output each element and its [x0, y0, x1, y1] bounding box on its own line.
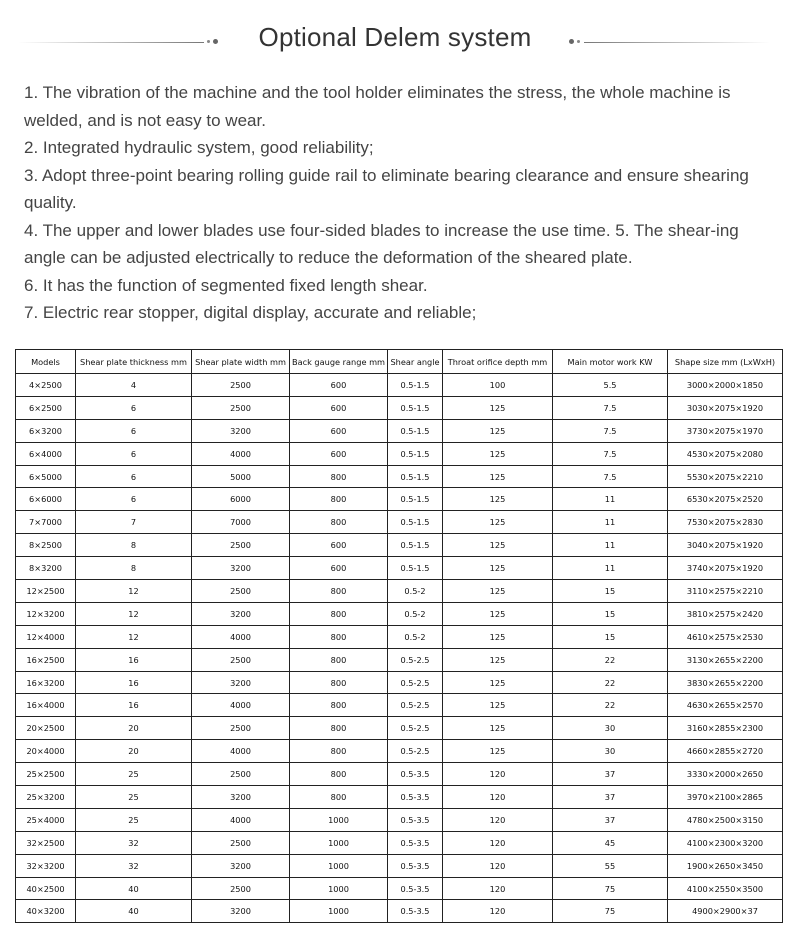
table-row — [16, 694, 783, 717]
table-cell: 4530×2075×2080 — [668, 442, 783, 465]
table-cell: 800 — [290, 580, 388, 603]
table-cell: 20×2500 — [16, 717, 76, 740]
table-cell: 125 — [443, 442, 553, 465]
table-cell: 6 — [76, 396, 192, 419]
table-cell: 125 — [443, 488, 553, 511]
table-cell: 600 — [290, 557, 388, 580]
feature-item: 7. Electric rear stopper, digital display, accurate and reliable; — [24, 303, 477, 322]
table-cell: 3330×2000×2650 — [668, 763, 783, 786]
table-cell: 20 — [76, 740, 192, 763]
table-cell: 0.5-2 — [388, 580, 443, 603]
column-header: Shape size mm (LxWxH) — [668, 350, 783, 374]
table-cell: 12 — [76, 602, 192, 625]
table-cell: 40×2500 — [16, 877, 76, 900]
table-cell: 3200 — [192, 854, 290, 877]
table-cell: 0.5-2 — [388, 625, 443, 648]
table-cell: 0.5-1.5 — [388, 374, 443, 397]
table-cell: 600 — [290, 396, 388, 419]
feature-item: 1. The vibration of the machine and the tool holder eliminates the stress, the whole machine is welded, and is not easy to wear. — [24, 83, 731, 130]
right-divider-dot — [569, 39, 574, 44]
table-cell: 4×2500 — [16, 374, 76, 397]
table-cell: 2500 — [192, 648, 290, 671]
table-cell: 3110×2575×2210 — [668, 580, 783, 603]
feature-item: 6. It has the function of segmented fixed length shear. — [24, 275, 428, 295]
table-cell: 20×4000 — [16, 740, 76, 763]
table-cell: 2500 — [192, 534, 290, 557]
table-cell: 3970×2100×2865 — [668, 786, 783, 809]
table-cell: 7×7000 — [16, 511, 76, 534]
table-cell: 2500 — [192, 763, 290, 786]
table-cell: 125 — [443, 717, 553, 740]
table-cell: 22 — [553, 648, 668, 671]
table-cell: 800 — [290, 740, 388, 763]
table-cell: 25 — [76, 763, 192, 786]
table-cell: 12×3200 — [16, 602, 76, 625]
table-cell: 800 — [290, 717, 388, 740]
table-cell: 125 — [443, 648, 553, 671]
table-cell: 3730×2075×1970 — [668, 419, 783, 442]
table-cell: 800 — [290, 602, 388, 625]
table-cell: 600 — [290, 419, 388, 442]
table-cell: 800 — [290, 694, 388, 717]
table-cell: 7 — [76, 511, 192, 534]
table-cell: 125 — [443, 740, 553, 763]
table-row — [16, 831, 783, 854]
table-cell: 5.5 — [553, 374, 668, 397]
table-cell: 125 — [443, 419, 553, 442]
table-cell: 32×2500 — [16, 831, 76, 854]
table-cell: 8×2500 — [16, 534, 76, 557]
table-row — [16, 625, 783, 648]
table-cell: 16×2500 — [16, 648, 76, 671]
table-row — [16, 442, 783, 465]
table-cell: 15 — [553, 602, 668, 625]
table-cell: 120 — [443, 877, 553, 900]
table-cell: 800 — [290, 648, 388, 671]
table-cell: 7.5 — [553, 442, 668, 465]
table-cell: 37 — [553, 786, 668, 809]
table-cell: 4000 — [192, 442, 290, 465]
table-cell: 30 — [553, 717, 668, 740]
table-cell: 120 — [443, 854, 553, 877]
table-cell: 4660×2855×2720 — [668, 740, 783, 763]
table-cell: 3200 — [192, 557, 290, 580]
table-cell: 2500 — [192, 877, 290, 900]
table-cell: 0.5-1.5 — [388, 557, 443, 580]
table-cell: 0.5-3.5 — [388, 808, 443, 831]
table-cell: 11 — [553, 488, 668, 511]
column-header: Shear plate thickness mm — [76, 350, 192, 374]
table-cell: 0.5-3.5 — [388, 854, 443, 877]
table-cell: 11 — [553, 534, 668, 557]
table-cell: 120 — [443, 831, 553, 854]
table-cell: 6000 — [192, 488, 290, 511]
table-cell: 32×3200 — [16, 854, 76, 877]
table-cell: 0.5-2.5 — [388, 648, 443, 671]
table-cell: 1000 — [290, 900, 388, 923]
table-cell: 22 — [553, 694, 668, 717]
right-divider — [584, 42, 770, 43]
table-cell: 4630×2655×2570 — [668, 694, 783, 717]
table-cell: 120 — [443, 786, 553, 809]
table-cell: 125 — [443, 534, 553, 557]
table-cell: 3040×2075×1920 — [668, 534, 783, 557]
table-cell: 4000 — [192, 694, 290, 717]
table-cell: 11 — [553, 511, 668, 534]
table-cell: 16×3200 — [16, 671, 76, 694]
table-row — [16, 740, 783, 763]
table-cell: 15 — [553, 625, 668, 648]
table-cell: 4780×2500×3150 — [668, 808, 783, 831]
table-cell: 2500 — [192, 580, 290, 603]
table-cell: 125 — [443, 557, 553, 580]
table-cell: 3200 — [192, 602, 290, 625]
table-cell: 6 — [76, 488, 192, 511]
table-row — [16, 511, 783, 534]
table-cell: 40 — [76, 877, 192, 900]
table-cell: 600 — [290, 442, 388, 465]
table-cell: 0.5-1.5 — [388, 511, 443, 534]
table-cell: 3200 — [192, 786, 290, 809]
table-cell: 4610×2575×2530 — [668, 625, 783, 648]
table-cell: 0.5-2.5 — [388, 740, 443, 763]
table-cell: 125 — [443, 671, 553, 694]
table-cell: 125 — [443, 602, 553, 625]
table-cell: 4100×2300×3200 — [668, 831, 783, 854]
feature-item: 4. The upper and lower blades use four-sided blades to increase the use time. 5. The shear-ing angle can be adjusted electrically to reduce the deformation of the sheared plate. — [24, 220, 739, 267]
table-cell: 0.5-3.5 — [388, 900, 443, 923]
table-cell: 2500 — [192, 831, 290, 854]
table-cell: 7530×2075×2830 — [668, 511, 783, 534]
table-cell: 25×2500 — [16, 763, 76, 786]
table-cell: 800 — [290, 763, 388, 786]
table-row — [16, 534, 783, 557]
table-cell: 25 — [76, 808, 192, 831]
table-cell: 1000 — [290, 877, 388, 900]
table-row — [16, 854, 783, 877]
table-cell: 6×5000 — [16, 465, 76, 488]
table-row — [16, 808, 783, 831]
table-cell: 55 — [553, 854, 668, 877]
table-cell: 125 — [443, 511, 553, 534]
table-cell: 2500 — [192, 374, 290, 397]
table-row — [16, 488, 783, 511]
table-cell: 30 — [553, 740, 668, 763]
table-cell: 0.5-3.5 — [388, 831, 443, 854]
table-cell: 2500 — [192, 396, 290, 419]
table-row — [16, 786, 783, 809]
table-cell: 25×3200 — [16, 786, 76, 809]
table-cell: 12 — [76, 580, 192, 603]
table-cell: 16×4000 — [16, 694, 76, 717]
table-cell: 3200 — [192, 900, 290, 923]
table-cell: 25 — [76, 786, 192, 809]
spec-table — [15, 349, 783, 923]
table-cell: 0.5-2.5 — [388, 717, 443, 740]
table-cell: 1900×2650×3450 — [668, 854, 783, 877]
table-cell: 0.5-1.5 — [388, 465, 443, 488]
table-cell: 6×3200 — [16, 419, 76, 442]
table-cell: 800 — [290, 511, 388, 534]
table-cell: 3000×2000×1850 — [668, 374, 783, 397]
table-cell: 4 — [76, 374, 192, 397]
table-row — [16, 557, 783, 580]
table-cell: 800 — [290, 488, 388, 511]
table-cell: 125 — [443, 580, 553, 603]
table-cell: 4000 — [192, 808, 290, 831]
right-divider-dot-small — [577, 40, 580, 43]
table-cell: 4100×2550×3500 — [668, 877, 783, 900]
table-cell: 25×4000 — [16, 808, 76, 831]
table-cell: 16 — [76, 671, 192, 694]
table-cell: 800 — [290, 625, 388, 648]
table-header-row — [16, 350, 783, 374]
table-cell: 5000 — [192, 465, 290, 488]
table-cell: 100 — [443, 374, 553, 397]
table-cell: 45 — [553, 831, 668, 854]
table-cell: 0.5-3.5 — [388, 786, 443, 809]
table-cell: 4900×2900×37 — [668, 900, 783, 923]
table-cell: 12 — [76, 625, 192, 648]
table-cell: 8 — [76, 557, 192, 580]
table-cell: 3030×2075×1920 — [668, 396, 783, 419]
table-cell: 40 — [76, 900, 192, 923]
column-header: Shear plate width mm — [192, 350, 290, 374]
table-cell: 3740×2075×1920 — [668, 557, 783, 580]
table-cell: 0.5-1.5 — [388, 534, 443, 557]
table-cell: 125 — [443, 465, 553, 488]
table-cell: 125 — [443, 625, 553, 648]
feature-list — [24, 79, 764, 327]
table-cell: 6×4000 — [16, 442, 76, 465]
table-cell: 22 — [553, 671, 668, 694]
table-cell: 0.5-3.5 — [388, 877, 443, 900]
table-row — [16, 717, 783, 740]
table-body — [16, 374, 783, 923]
table-cell: 1000 — [290, 831, 388, 854]
column-header: Back gauge range mm — [290, 350, 388, 374]
table-cell: 4000 — [192, 740, 290, 763]
table-row — [16, 900, 783, 923]
table-cell: 75 — [553, 877, 668, 900]
column-header: Throat orifice depth mm — [443, 350, 553, 374]
table-cell: 3830×2655×2200 — [668, 671, 783, 694]
table-cell: 0.5-1.5 — [388, 419, 443, 442]
table-cell: 5530×2075×2210 — [668, 465, 783, 488]
table-cell: 6 — [76, 442, 192, 465]
table-cell: 7.5 — [553, 419, 668, 442]
table-cell: 120 — [443, 900, 553, 923]
table-cell: 20 — [76, 717, 192, 740]
page-title: Optional Delem system — [258, 22, 532, 52]
table-cell: 3810×2575×2420 — [668, 602, 783, 625]
table-cell: 3160×2855×2300 — [668, 717, 783, 740]
table-row — [16, 648, 783, 671]
table-cell: 800 — [290, 671, 388, 694]
table-cell: 0.5-3.5 — [388, 763, 443, 786]
table-row — [16, 602, 783, 625]
table-cell: 7000 — [192, 511, 290, 534]
table-cell: 11 — [553, 557, 668, 580]
table-cell: 3200 — [192, 419, 290, 442]
column-header: Models — [16, 350, 76, 374]
column-header: Shear angle — [388, 350, 443, 374]
table-row — [16, 374, 783, 397]
feature-item: 2. Integrated hydraulic system, good reliability; — [24, 138, 374, 157]
table-cell: 800 — [290, 786, 388, 809]
table-cell: 1000 — [290, 854, 388, 877]
table-cell: 6 — [76, 465, 192, 488]
table-cell: 0.5-2.5 — [388, 694, 443, 717]
table-cell: 12×2500 — [16, 580, 76, 603]
table-cell: 75 — [553, 900, 668, 923]
feature-item: 3. Adopt three-point bearing rolling guide rail to eliminate bearing clearance and ensure shearing quality. — [24, 165, 749, 212]
table-cell: 0.5-1.5 — [388, 442, 443, 465]
table-cell: 6×2500 — [16, 396, 76, 419]
table-cell: 600 — [290, 374, 388, 397]
table-row — [16, 419, 783, 442]
table-cell: 1000 — [290, 808, 388, 831]
table-cell: 12×4000 — [16, 625, 76, 648]
table-cell: 800 — [290, 465, 388, 488]
table-cell: 120 — [443, 763, 553, 786]
table-cell: 600 — [290, 534, 388, 557]
table-cell: 32 — [76, 831, 192, 854]
table-cell: 40×3200 — [16, 900, 76, 923]
table-cell: 6 — [76, 419, 192, 442]
table-cell: 0.5-2.5 — [388, 671, 443, 694]
table-cell: 6530×2075×2520 — [668, 488, 783, 511]
table-row — [16, 396, 783, 419]
table-cell: 8 — [76, 534, 192, 557]
table-cell: 2500 — [192, 717, 290, 740]
table-cell: 0.5-2 — [388, 602, 443, 625]
table-row — [16, 763, 783, 786]
table-cell: 3130×2655×2200 — [668, 648, 783, 671]
table-cell: 16 — [76, 694, 192, 717]
column-header: Main motor work KW — [553, 350, 668, 374]
table-row — [16, 465, 783, 488]
table-cell: 6×6000 — [16, 488, 76, 511]
table-cell: 125 — [443, 694, 553, 717]
table-cell: 125 — [443, 396, 553, 419]
table-cell: 32 — [76, 854, 192, 877]
table-cell: 16 — [76, 648, 192, 671]
section-header — [0, 18, 790, 62]
table-cell: 15 — [553, 580, 668, 603]
table-row — [16, 671, 783, 694]
table-row — [16, 877, 783, 900]
table-cell: 0.5-1.5 — [388, 396, 443, 419]
table-cell: 4000 — [192, 625, 290, 648]
table-cell: 7.5 — [553, 465, 668, 488]
table-cell: 0.5-1.5 — [388, 488, 443, 511]
table-row — [16, 580, 783, 603]
table-cell: 3200 — [192, 671, 290, 694]
table-cell: 120 — [443, 808, 553, 831]
table-cell: 37 — [553, 763, 668, 786]
table-cell: 8×3200 — [16, 557, 76, 580]
table-cell: 37 — [553, 808, 668, 831]
table-cell: 7.5 — [553, 396, 668, 419]
